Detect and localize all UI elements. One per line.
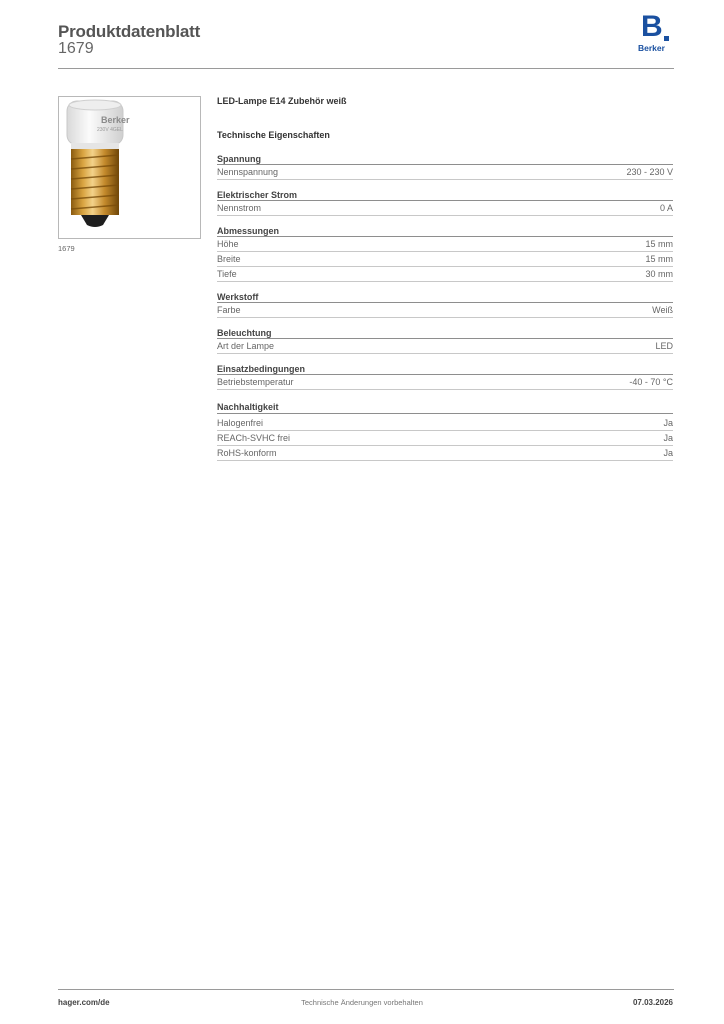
spec-label: Art der Lampe (217, 341, 275, 351)
group-title: Spannung (217, 154, 673, 165)
group-einsatzbedingungen (217, 364, 673, 390)
logo-letter: B (641, 10, 663, 43)
led-lamp-illustration (59, 97, 200, 238)
spec-value: 15 mm (645, 254, 673, 264)
spec-row (217, 267, 673, 282)
spec-row (217, 165, 673, 180)
spec-value: Ja (663, 433, 673, 443)
article-number: 1679 (58, 40, 94, 57)
spec-value: Weiß (652, 305, 673, 315)
spec-label: Nennstrom (217, 203, 262, 213)
spec-row (217, 201, 673, 216)
spec-label: Breite (217, 254, 241, 264)
spec-row (217, 303, 673, 318)
group-abmessungen (217, 226, 673, 282)
spec-row (217, 237, 673, 252)
berker-logo (638, 10, 672, 54)
spec-label: REACh-SVHC frei (217, 433, 291, 443)
spec-row (217, 339, 673, 354)
group-nachhaltigkeit (217, 402, 673, 461)
spec-row (217, 252, 673, 267)
technical-properties-heading: Technische Eigenschaften (217, 130, 330, 140)
spec-row (217, 446, 673, 461)
spec-value: -40 - 70 °C (629, 377, 673, 387)
cap-print-spec: 230V 4GEL (97, 127, 123, 133)
group-title: Abmessungen (217, 226, 673, 237)
group-beleuchtung (217, 328, 673, 354)
group-title: Elektrischer Strom (217, 190, 673, 201)
spec-value: Ja (663, 448, 673, 458)
group-title: Nachhaltigkeit (217, 402, 673, 414)
group-werkstoff (217, 292, 673, 318)
specification-section (217, 96, 673, 461)
cap-print-brand: Berker (101, 115, 130, 125)
logo-dot (664, 36, 669, 41)
spec-value: 230 - 230 V (626, 167, 673, 177)
group-title: Beleuchtung (217, 328, 673, 339)
header-divider (58, 68, 674, 69)
spec-label: Nennspannung (217, 167, 279, 177)
spec-label: Farbe (217, 305, 241, 315)
document-date: 07.03.2026 (632, 998, 673, 1007)
spec-row (217, 431, 673, 446)
disclaimer-text: Technische Änderungen vorbehalten (301, 998, 423, 1007)
footer-divider (58, 989, 674, 990)
spec-value: 15 mm (645, 239, 673, 249)
spec-label: Höhe (217, 239, 239, 249)
spec-value: Ja (663, 418, 673, 428)
logo-wordmark: Berker (638, 43, 665, 53)
spec-row (217, 416, 673, 431)
spec-row (217, 375, 673, 390)
spec-label: RoHS-konform (217, 448, 277, 458)
spec-label: Betriebstemperatur (217, 377, 294, 387)
group-spannung (217, 154, 673, 180)
spec-value: LED (655, 341, 673, 351)
spec-value: 0 A (659, 203, 673, 213)
spec-value: 30 mm (645, 269, 673, 279)
document-header (58, 20, 674, 70)
image-caption: 1679 (58, 244, 75, 253)
product-image (58, 96, 201, 239)
document-title: Produktdatenblatt (58, 22, 201, 41)
product-name: LED-Lampe E14 Zubehör weiß (217, 96, 347, 106)
website-link[interactable]: hager.com/de (58, 998, 110, 1007)
spec-label: Tiefe (217, 269, 237, 279)
spec-label: Halogenfrei (217, 418, 264, 428)
group-title: Werkstoff (217, 292, 673, 303)
group-elektrischer-strom (217, 190, 673, 216)
group-title: Einsatzbedingungen (217, 364, 673, 375)
